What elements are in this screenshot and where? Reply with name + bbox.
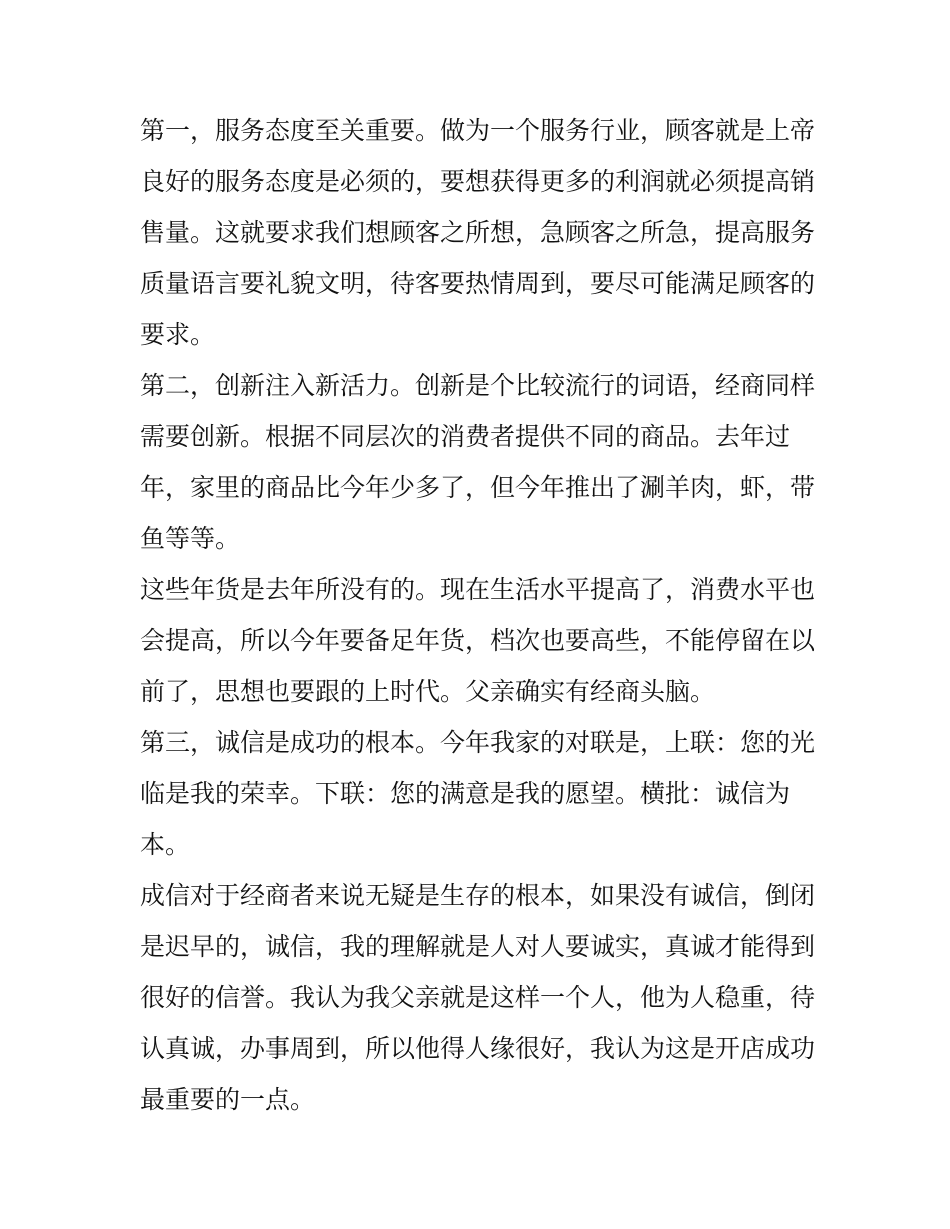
text-line: 第二，创新注入新活力。创新是个比较流行的词语，经商同样 — [140, 371, 816, 400]
text-line: 要求。 — [140, 320, 216, 349]
text-line: 前了，思想也要跟的上时代。父亲确实有经商头脑。 — [140, 677, 716, 706]
text-line: 本。 — [140, 830, 191, 859]
text-line: 需要创新。根据不同层次的消费者提供不同的商品。去年过 — [140, 422, 791, 451]
text-line: 良好的服务态度是必须的，要想获得更多的利润就必须提高销 — [140, 167, 816, 196]
text-line: 质量语言要礼貌文明，待客要热情周到，要尽可能满足顾客的 — [140, 269, 816, 298]
body-text — [140, 105, 820, 1125]
text-line: 临是我的荣幸。下联：您的满意是我的愿望。横批：诚信为 — [140, 779, 791, 808]
text-line: 很好的信誉。我认为我父亲就是这样一个人，他为人稳重，待 — [140, 983, 816, 1012]
text-line: 第一，服务态度至关重要。做为一个服务行业，顾客就是上帝 — [140, 116, 816, 145]
text-line: 成信对于经商者来说无疑是生存的根本，如果没有诚信，倒闭 — [140, 881, 816, 910]
text-line: 是迟早的，诚信，我的理解就是人对人要诚实，真诚才能得到 — [140, 932, 816, 961]
text-line: 售量。这就要求我们想顾客之所想，急顾客之所急，提高服务 — [140, 218, 816, 247]
text-line: 第三，诚信是成功的根本。今年我家的对联是，上联：您的光 — [140, 728, 816, 757]
text-line: 鱼等等。 — [140, 524, 241, 553]
text-line: 认真诚，办事周到，所以他得人缘很好，我认为这是开店成功 — [140, 1034, 816, 1063]
text-line: 会提高，所以今年要备足年货，档次也要高些，不能停留在以 — [140, 626, 816, 655]
text-line: 年，家里的商品比今年少多了，但今年推出了涮羊肉，虾，带 — [140, 473, 816, 502]
text-line: 最重要的一点。 — [140, 1085, 316, 1114]
text-line: 这些年货是去年所没有的。现在生活水平提高了，消费水平也 — [140, 575, 816, 604]
